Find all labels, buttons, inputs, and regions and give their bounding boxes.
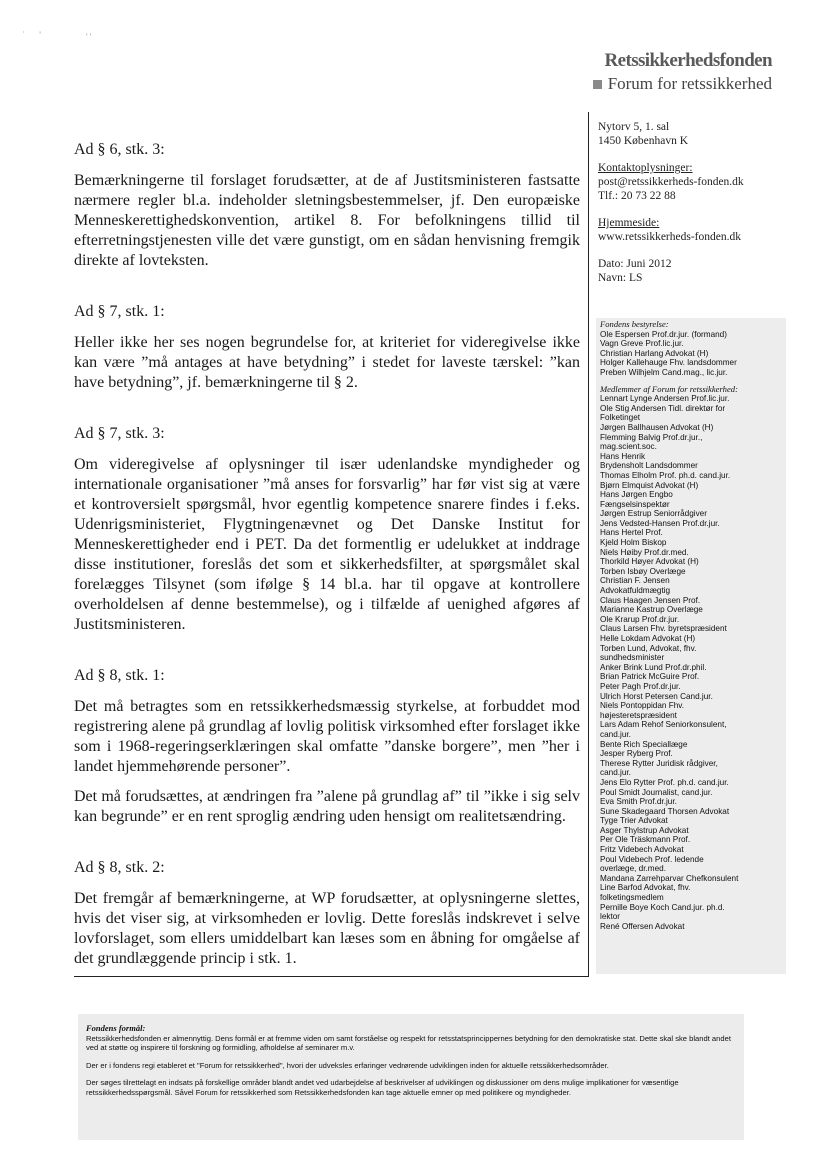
member-line: Anker Brink Lund Prof.dr.phil. (600, 662, 707, 672)
phone-number: Tlf.: 20 73 22 88 (598, 190, 676, 202)
letterhead (593, 50, 772, 94)
member-line: Per Ole Träskmann Prof. (600, 835, 691, 845)
member-line: mag.scient.soc. (600, 442, 657, 452)
member-line: Lennart Lynge Andersen Prof.lic.jur. (600, 394, 730, 404)
member-line: cand.jur. (600, 768, 631, 778)
member-line: Therese Rytter Juridisk rådgiver, (600, 758, 718, 768)
brand-subtitle (593, 74, 772, 94)
section-8-1 (74, 666, 580, 827)
member-line: Ole Stig Andersen Tidl. direktør for (600, 403, 726, 413)
footer-paragraph: Der er i fondens regi etableret et "Forum for retssikkerhed", hvori der udveksles erfaringer vedrørende udviklingen inden for aktuelle retssikkerhedsområder. (86, 1060, 609, 1070)
member-line: Holger Kallehauge Fhv. landsdommer (600, 358, 737, 368)
member-line: Niels Høiby Prof.dr.med. (600, 547, 689, 557)
horizontal-divider (74, 976, 589, 977)
website-label: Hjemmeside: (598, 217, 660, 229)
member-line: Advokatfuldmægtig (600, 586, 671, 596)
member-line: overlæge, dr.med. (600, 864, 666, 874)
member-line: Thorkild Høyer Advokat (H) (600, 557, 699, 567)
section-heading: Ad § 8, stk. 1: (74, 667, 165, 684)
square-bullet-icon (593, 80, 602, 89)
member-line: Christian F. Jensen (600, 576, 670, 586)
member-line: højesteretspræsident (600, 710, 677, 720)
main-content (74, 140, 580, 1000)
member-line: Vagn Greve Prof.lic.jur. (600, 339, 684, 349)
board-label: Fondens bestyrelse: (600, 319, 669, 329)
member-line: Fritz Videbech Advokat (600, 845, 684, 855)
board-members (600, 330, 784, 378)
member-line: Ulrich Horst Petersen Cand.jur. (600, 691, 713, 701)
section-heading: Ad § 7, stk. 3: (74, 425, 165, 442)
member-line: Mandana Zarrehparvar Chefkonsulent (600, 873, 739, 883)
member-line: Thomas Elholm Prof. ph.d. cand.jur. (600, 470, 731, 480)
member-line: Torben Isbøy Overlæge (600, 566, 686, 576)
section-paragraph: Om videregivelse af oplysninger til især udenlandske myndigheder og internationale organisationer ”må anses for forsvarlig” har før vist sig at være et kontroversielt spørgsmål, hvor egentlig kompetence snarere findes i f.eks. Udenrigsministeriet, Flygtningenævnet og Det Danske Institut for Menneskerettigheder end i PET. Da det formentlig er udelukket at inddrage disse institutioner, foreslås det som et sikkerhedsfilter, at spørgsmålet skal forelægges Tilsynet (som ifølge § 14 bl.a. har til opgave at kontrollere overholdelsen af denne bestemmelse), og i tilfælde af uenighed afgøres af Justitsministeren. (74, 456, 580, 633)
member-line: Hans Hertel Prof. (600, 528, 663, 538)
member-line: Fængselsinspektør (600, 499, 670, 509)
member-line: Bente Rich Speciallæge (600, 739, 688, 749)
member-line: Pernille Boye Koch Cand.jur. ph.d. (600, 902, 725, 912)
sidebar-contact (598, 120, 778, 298)
vertical-divider (588, 112, 589, 977)
forum-members (600, 394, 784, 931)
member-line: Jørgen Ballhausen Advokat (H) (600, 422, 714, 432)
scan-speck: ˙ ' (22, 30, 47, 40)
address-block (598, 120, 778, 148)
section-paragraph: Det må forudsættes, at ændringen fra ”alene på grundlag af” til ”ikke i sig selv kan begrunde” er en rent sproglig ændring uden hensigt om realitetsændring. (74, 788, 580, 825)
footer-title: Fondens formål: (86, 1023, 146, 1033)
member-line: Peter Pagh Prof.dr.jur. (600, 681, 681, 691)
member-line: Preben Wilhjelm Cand.mag., lic.jur. (600, 367, 728, 377)
section-paragraph: Bemærkningerne til forslaget forudsætter, at de af Justitsministeren fastsatte nærmere regler bl.a. indeholder sletningsbestemmelser, jf. Den europæiske Menneskerettighedskonvention, artikel 8. For befolkningens tillid til efterretningstjenesten ville det være gunstigt, om en sådan henvisning fremgik direkte af lovteksten. (74, 172, 580, 269)
forum-label: Medlemmer af Forum for retssikkerhed: (600, 383, 738, 394)
member-line: Brian Patrick McGuire Prof. (600, 672, 700, 682)
section-heading: Ad § 6, stk. 3: (74, 141, 165, 158)
footer-purpose (78, 1014, 744, 1140)
member-line: Eva Smith Prof.dr.jur. (600, 797, 677, 807)
member-line: cand.jur. (600, 729, 631, 739)
member-line: Niels Pontoppidan Fhv. (600, 701, 685, 711)
member-line: Kjeld Holm Biskop (600, 538, 667, 548)
member-line: Tyge Trier Advokat (600, 816, 668, 826)
section-7-1 (74, 302, 580, 393)
member-line: Brydensholt Landsdommer (600, 461, 698, 471)
website-link[interactable]: www.retssikkerheds-fonden.dk (598, 231, 741, 243)
member-line: René Offersen Advokat (600, 921, 685, 931)
member-line: Jens Elo Rytter Prof. ph.d. cand.jur. (600, 777, 729, 787)
section-8-2 (74, 858, 580, 969)
member-line: Lars Adam Rehof Seniorkonsulent, (600, 720, 727, 730)
member-line: Marianne Kastrup Overlæge (600, 605, 703, 615)
member-line: Claus Larsen Fhv. byretspræsident (600, 624, 727, 634)
member-line: lektor (600, 912, 621, 922)
section-heading: Ad § 7, stk. 1: (74, 303, 165, 320)
member-line: Helle Lokdam Advokat (H) (600, 634, 696, 643)
scan-speck: ' ' (86, 32, 92, 42)
member-line: Flemming Balvig Prof.dr.jur., (600, 432, 703, 442)
member-line: Claus Haagen Jensen Prof. (600, 595, 701, 605)
meta-block (598, 257, 778, 285)
section-paragraph: Det må betragtes som en retssikkerhedsmæssig styrkelse, at forbuddet mod registrering alene på grundlag af lovlig politisk virksomhed efter forslaget ikke som i 1968-regeringserklæringen skal omfatte ”danske borgere”, men ”her i landet hjemmehørende personer”. (74, 698, 580, 775)
member-line: Hans Jørgen Engbo (600, 490, 673, 500)
member-line: Bjørn Elmquist Advokat (H) (600, 480, 699, 490)
member-line: Asger Thylstrup Advokat (600, 825, 689, 835)
date-text: Dato: Juni 2012 (598, 258, 672, 270)
section-paragraph: Heller ikke her ses nogen begrundelse for, at kriteriet for videregivelse ikke kan være ”må antages at have betydning” i stedet for laveste tærskel: ”kan have betydning”, jf. bemærkningerne til § 2. (74, 334, 580, 391)
member-line: Ole Espersen Prof.dr.jur. (formand) (600, 329, 727, 339)
board-list (600, 320, 784, 931)
author-text: Navn: LS (598, 272, 643, 284)
member-line: Sune Skadegaard Thorsen Advokat (600, 806, 730, 816)
member-line: Poul Smidt Journalist, cand.jur. (600, 787, 713, 797)
member-line: Line Barfod Advokat, fhv. (600, 883, 691, 893)
contact-label: Kontaktoplysninger: (598, 162, 693, 174)
member-line: sundhedsminister (600, 653, 665, 663)
section-6-3 (74, 140, 580, 271)
address-line: 1450 København K (598, 135, 689, 147)
member-line: folketingsmedlem (600, 893, 664, 903)
member-line: Christian Harlang Advokat (H) (600, 348, 709, 358)
brand-name: Retssikkerhedsfonden (604, 50, 772, 71)
member-line: Jørgen Estrup Seniorrådgiver (600, 509, 707, 519)
section-heading: Ad § 8, stk. 2: (74, 859, 165, 876)
member-line: Jens Vedsted-Hansen Prof.dr.jur. (600, 518, 720, 528)
member-line: Hans Henrik (600, 451, 646, 461)
contact-block (598, 161, 778, 203)
section-paragraph: Det fremgår af bemærkningerne, at WP forudsætter, at oplysningerne slettes, hvis det viser sig, at virksomheden er lovlig. Dette foreslås indskrevet i selve lovforslaget, som ellers umiddelbart kan læses som en åbning for omgåelse af det grundlæggende princip i stk. 1. (74, 890, 580, 967)
member-line: Torben Lund, Advokat, fhv. (600, 643, 697, 653)
member-line: Folketinget (600, 413, 641, 423)
section-7-3 (74, 424, 580, 635)
footer-paragraph: Der søges tilrettelagt en indsats på forskellige områder blandt andet ved udarbejdelse af beskrivelser af udviklingen og diskussioner om dens mulige implikationer for væsentlige retssikkerhedsspørgsmål. Såvel Forum for retssikkerhed som Retssikkerhedsfonden kan tage aktuelle emner op med politikere og myndigheder. (86, 1078, 679, 1097)
footer-paragraph: Retssikkerhedsfonden er almennyttig. Dens formål er at fremme viden om samt forståelse og respekt for retsstatsprincippernes betydning for den demokratiske stat. Dette skal ske blandt andet ved at støtte og inspirere til forskning og formidling, afholdelse af seminarer m.v. (86, 1033, 731, 1053)
member-line: Poul Videbech Prof. ledende (600, 854, 704, 864)
website-block (598, 216, 778, 244)
member-line: Ole Krarup Prof.dr.jur. (600, 614, 680, 624)
address-line: Nytorv 5, 1. sal (598, 121, 670, 133)
brand-subtitle-text: Forum for retssikkerhed (607, 74, 772, 93)
member-line: Jesper Ryberg Prof. (600, 749, 673, 759)
email-link[interactable]: post@retssikkerheds-fonden.dk (598, 176, 744, 188)
